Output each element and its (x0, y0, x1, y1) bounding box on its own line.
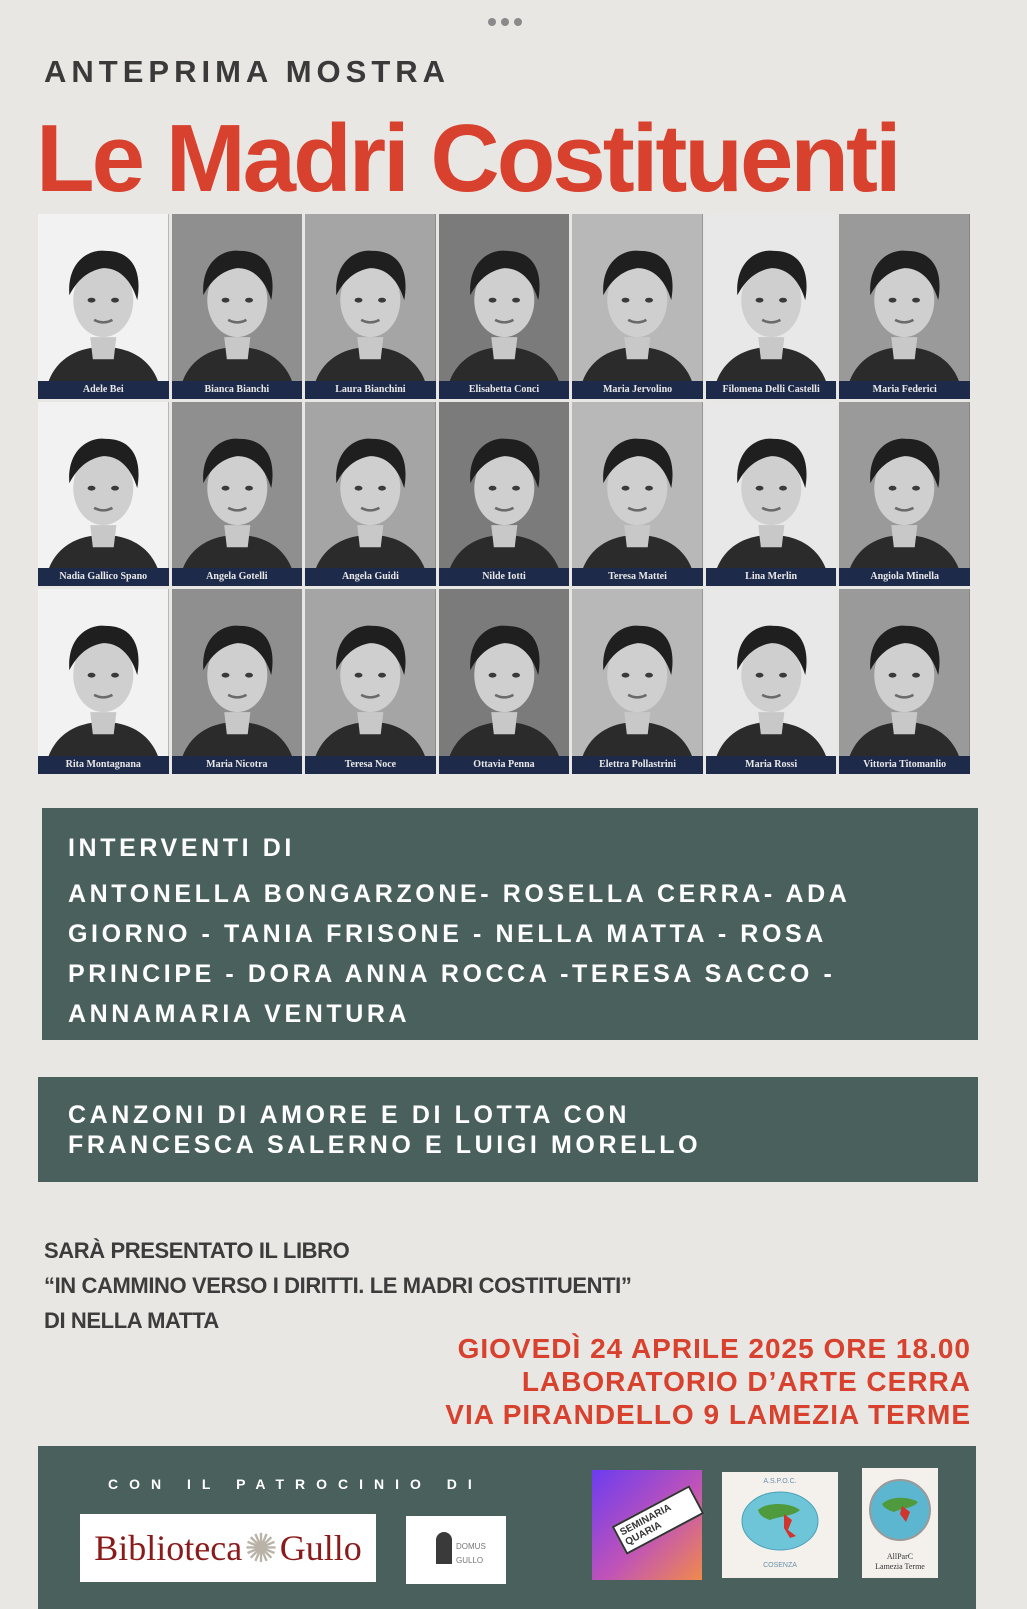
portrait-caption: Adele Bei (38, 381, 169, 399)
portrait-photo (305, 214, 436, 399)
logo-text-left: Biblioteca (94, 1528, 243, 1568)
portrait (305, 589, 436, 774)
portrait-photo (172, 589, 303, 774)
songs-line-2: FRANCESCA SALERNO E LUIGI MORELLO (68, 1131, 702, 1159)
portrait (706, 214, 837, 399)
portrait (38, 589, 169, 774)
portrait (439, 589, 570, 774)
more-options-icon[interactable] (488, 18, 522, 26)
portrait (572, 402, 703, 587)
portrait-photo (172, 214, 303, 399)
speakers-panel (42, 808, 978, 1040)
portrait-caption: Elisabetta Conci (439, 381, 570, 399)
portrait (839, 402, 970, 587)
domus-gullo-logo (406, 1516, 506, 1584)
portrait-photo (839, 589, 970, 774)
portrait-photo (38, 402, 169, 587)
portrait (172, 402, 303, 587)
book-author: DI NELLA MATTA (44, 1308, 219, 1333)
aspoc-logo (722, 1472, 838, 1578)
portrait-photo (38, 589, 169, 774)
kicker-text: ANTEPRIMA MOSTRA (44, 54, 451, 89)
portrait-photo (706, 214, 837, 399)
portrait-photo (706, 402, 837, 587)
portrait-photo (172, 402, 303, 587)
portrait (839, 589, 970, 774)
portrait-photo (572, 589, 703, 774)
logo-text-right: Gullo (279, 1528, 362, 1568)
portrait-caption: Teresa Mattei (572, 568, 703, 586)
globe-italy-icon (740, 1490, 820, 1552)
allparc-logo (862, 1468, 938, 1578)
portrait-photo (706, 589, 837, 774)
portrait-caption: Ottavia Penna (439, 756, 570, 774)
portrait-caption: Elettra Pollastrini (572, 756, 703, 774)
portrait-photo (305, 402, 436, 587)
portrait-photo (572, 214, 703, 399)
portrait-photo (439, 214, 570, 399)
book-title: “IN CAMMINO VERSO I DIRITTI. LE MADRI COSTITUENTI” (44, 1273, 632, 1298)
portrait (172, 589, 303, 774)
speakers-list: ANTONELLA BONGARZONE- ROSELLA CERRA- ADA GIORNO - TANIA FRISONE - NELLA MATTA - ROSA PRINCIPE - DORA ANNA ROCCA -TERESA SACCO - ANNAMARIA VENTURA (68, 880, 850, 1028)
patronage-label: CON IL PATROCINIO DI (108, 1476, 483, 1492)
logo5-line1: AllParC (886, 1552, 914, 1561)
portrait (706, 589, 837, 774)
portrait (839, 214, 970, 399)
portrait (172, 214, 303, 399)
logo2-bottom: GULLO (456, 1556, 484, 1565)
portrait-caption: Teresa Noce (305, 756, 436, 774)
portrait-caption: Vittoria Titomanlio (839, 756, 970, 774)
portrait (572, 589, 703, 774)
speakers-label: INTERVENTI DI (68, 834, 295, 862)
page-title: Le Madri Costituenti (36, 105, 899, 212)
portrait (38, 214, 169, 399)
logo3-text: SEMINARIA QUARIA (612, 1485, 705, 1555)
portrait-photo (839, 402, 970, 587)
portrait-caption: Bianca Bianchi (172, 381, 303, 399)
portrait-caption: Nilde Iotti (439, 568, 570, 586)
songs-text (68, 1100, 948, 1160)
portrait (572, 214, 703, 399)
event-date: GIOVEDÌ 24 APRILE 2025 ORE 18.00 (457, 1333, 971, 1364)
patronage-footer (38, 1446, 976, 1609)
arch-door-icon (434, 1528, 454, 1564)
portrait (706, 402, 837, 587)
portrait-caption: Laura Bianchini (305, 381, 436, 399)
portrait-caption: Angela Gotelli (172, 568, 303, 586)
portrait-photo (305, 589, 436, 774)
portrait-photo (38, 214, 169, 399)
portrait-photo (839, 214, 970, 399)
portrait-caption: Lina Merlin (706, 568, 837, 586)
seminaria-logo (592, 1470, 702, 1580)
biblioteca-gullo-logo (80, 1514, 376, 1582)
book-line-1: SARÀ PRESENTATO IL LIBRO (44, 1238, 350, 1263)
portrait (305, 214, 436, 399)
logo4-bottom: COSENZA (763, 1562, 797, 1569)
portrait-caption: Filomena Delli Castelli (706, 381, 837, 399)
portrait-caption: Rita Montagnana (38, 756, 169, 774)
portrait-caption: Maria Jervolino (572, 381, 703, 399)
event-details (445, 1332, 971, 1431)
songs-line-1: CANZONI DI AMORE E DI LOTTA CON (68, 1101, 631, 1129)
portrait-photo (572, 402, 703, 587)
portrait-photo (439, 402, 570, 587)
portrait-grid (38, 214, 970, 774)
globe-map-icon (868, 1478, 932, 1542)
portrait-caption: Nadia Gallico Spano (38, 568, 169, 586)
portrait-photo (439, 589, 570, 774)
logo2-top: DOMUS (456, 1542, 486, 1551)
book-presentation (44, 1233, 631, 1338)
portrait-caption: Maria Federici (839, 381, 970, 399)
portrait (305, 402, 436, 587)
logo4-top: A.S.P.O.C. (763, 1478, 797, 1485)
portrait-caption: Maria Nicotra (172, 756, 303, 774)
portrait-caption: Maria Rossi (706, 756, 837, 774)
logo5-line2: Lamezia Terme (875, 1562, 925, 1571)
portrait (38, 402, 169, 587)
portrait-caption: Angela Guidi (305, 568, 436, 586)
event-venue: LABORATORIO D’ARTE CERRA (521, 1366, 971, 1397)
songs-panel (38, 1077, 978, 1182)
portrait (439, 214, 570, 399)
sunburst-icon: ✺ (244, 1525, 278, 1571)
portrait-caption: Angiola Minella (839, 568, 970, 586)
event-address: VIA PIRANDELLO 9 LAMEZIA TERME (445, 1399, 971, 1430)
portrait (439, 402, 570, 587)
